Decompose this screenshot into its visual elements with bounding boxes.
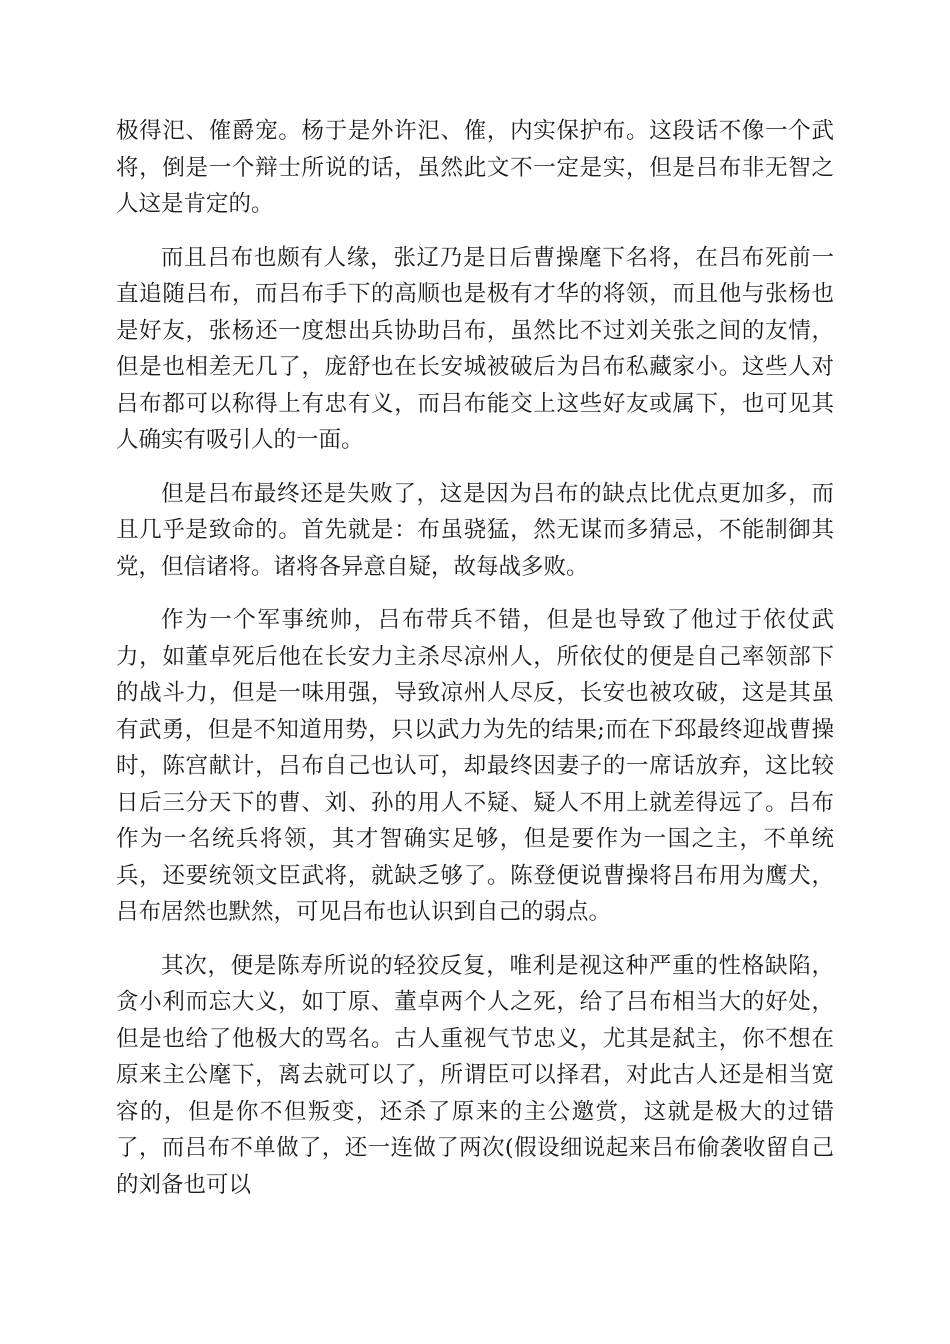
paragraph-4: 作为一个军事统帅，吕布带兵不错，但是也导致了他过于依仗武力，如董卓死后他在长安力主杀尽凉州人，所依仗的便是自己率领部下的战斗力，但是一味用强，导致凉州人尽反，长安也被攻破，这是其虽有武勇，但是不知道用势，只以武力为先的结果;而在下邳最终迎战曹操时，陈宫献计，吕布自己也认可，却最终因妻子的一席话放弃，这比较日后三分天下的曹、刘、孙的用人不疑、疑人不用上就差得远了。吕布作为一名统兵将领，其才智确实足够，但是要作为一国之主，不单统兵，还要统领文臣武将，就缺乏够了。陈登便说曹操将吕布用为鹰犬，吕布居然也默然，可见吕布也认识到自己的弱点。: [116, 607, 834, 925]
paragraph-2: 而且吕布也颇有人缘，张辽乃是日后曹操麾下名将，在吕布死前一直追随吕布，而吕布手下的高顺也是极有才华的将领，而且他与张杨也是好友，张杨还一度想出兵协助吕布，虽然比不过刘关张之间的友情，但是也相差无几了，庞舒也在长安城被破后为吕布私藏家小。这些人对吕布都可以称得上有忠有义，而吕布能交上这些好友或属下，也可见其人确实有吸引人的一面。: [116, 244, 834, 453]
paragraph-3: 但是吕布最终还是失败了，这是因为吕布的缺点比优点更加多，而且几乎是致命的。首先就是：布虽骁猛，然无谋而多猜忌，不能制御其党，但信诸将。诸将各异意自疑，故每战多败。: [116, 480, 834, 580]
paragraph-5: 其次，便是陈寿所说的轻狡反复，唯利是视这种严重的性格缺陷，贪小利而忘大义，如丁原、董卓两个人之死，给了吕布相当大的好处，但是也给了他极大的骂名。古人重视气节忠义，尤其是弑主，你不想在原来主公麾下，离去就可以了，所谓臣可以择君，对此古人还是相当宽容的，但是你不但叛变，还杀了原来的主公邀赏，这就是极大的过错了，而吕布不单做了，还一连做了两次(假设细说起来吕布偷袭收留自己的刘备也可以: [116, 952, 834, 1198]
document-body: [116, 113, 834, 1220]
paragraph-1: 极得汜、傕爵宠。杨于是外许汜、傕，内实保护布。这段话不像一个武将，倒是一个辩士所说的话，虽然此文不一定是实，但是吕布非无智之人这是肯定的。: [116, 118, 834, 217]
